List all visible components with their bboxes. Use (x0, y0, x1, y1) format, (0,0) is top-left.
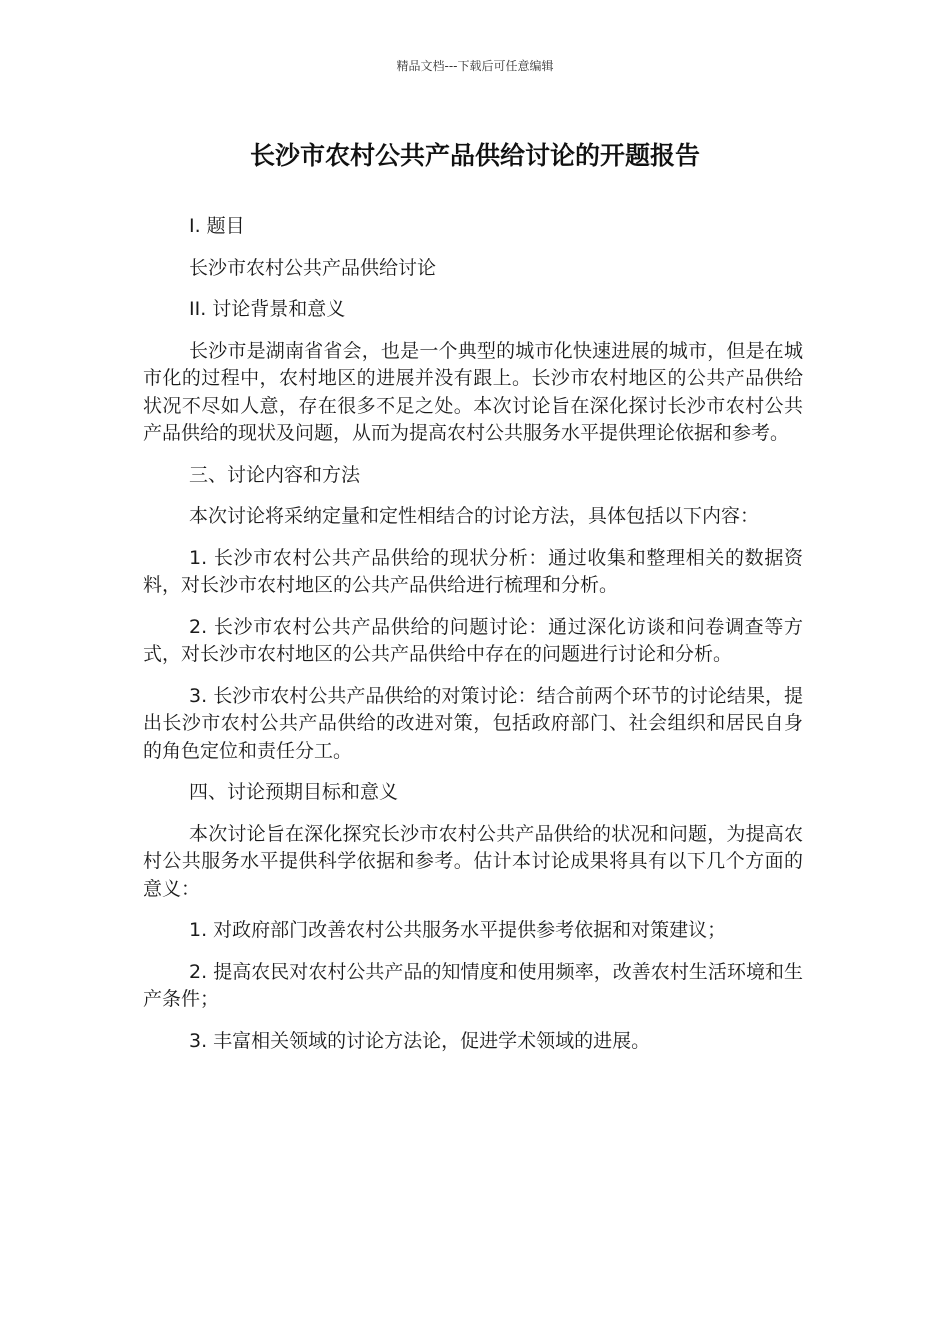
document-title: 长沙市农村公共产品供给讨论的开题报告 (249, 141, 700, 170)
list-item: 3. 丰富相关领域的讨论方法论，促进学术领域的进展。 (189, 1029, 651, 1052)
document-body (143, 213, 803, 1069)
list-item: 3. 长沙市农村公共产品供给的对策讨论：结合前两个环节的讨论结果，提出长沙市农村公共产品供给的改进对策，包括政府部门、社会组织和居民自身的角色定位和责任分工。 (143, 684, 803, 762)
section-heading-goals: 四、讨论预期目标和意义 (189, 781, 399, 803)
list-item: 2. 长沙市农村公共产品供给的问题讨论：通过深化访谈和问卷调查等方式，对长沙市农村地区的公共产品供给中存在的问题进行讨论和分析。 (143, 615, 803, 665)
list-item: 1. 对政府部门改善农村公共服务水平提供参考依据和对策建议； (189, 919, 727, 941)
header-note: 精品文档---下载后可任意编辑 (396, 59, 554, 73)
section-heading-background: II. 讨论背景和意义 (189, 298, 346, 320)
section-heading-topic: I. 题目 (189, 215, 245, 237)
section-heading-methods: 三、讨论内容和方法 (189, 463, 361, 486)
paragraph: 本次讨论将采纳定量和定性相结合的讨论方法，具体包括以下内容： (189, 505, 760, 527)
paragraph: 本次讨论旨在深化探究长沙市农村公共产品供给的状况和问题，为提高农村公共服务水平提供科学依据和参考。估计本讨论成果将具有以下几个方面的意义： (143, 822, 803, 900)
list-item: 2. 提高农民对农村公共产品的知情度和使用频率，改善农村生活环境和生产条件； (143, 960, 803, 1010)
paragraph: 长沙市农村公共产品供给讨论 (189, 256, 437, 279)
paragraph: 长沙市是湖南省省会，也是一个典型的城市化快速进展的城市，但是在城市化的过程中，农村地区的进展并没有跟上。长沙市农村地区的公共产品供给状况不尽如人意，存在很多不足之处。本次讨论旨在深化探讨长沙市农村公共产品供给的现状及问题，从而为提高农村公共服务水平提供理论依据和参考。 (143, 339, 803, 444)
list-item: 1. 长沙市农村公共产品供给的现状分析：通过收集和整理相关的数据资料，对长沙市农村地区的公共产品供给进行梳理和分析。 (143, 546, 803, 596)
